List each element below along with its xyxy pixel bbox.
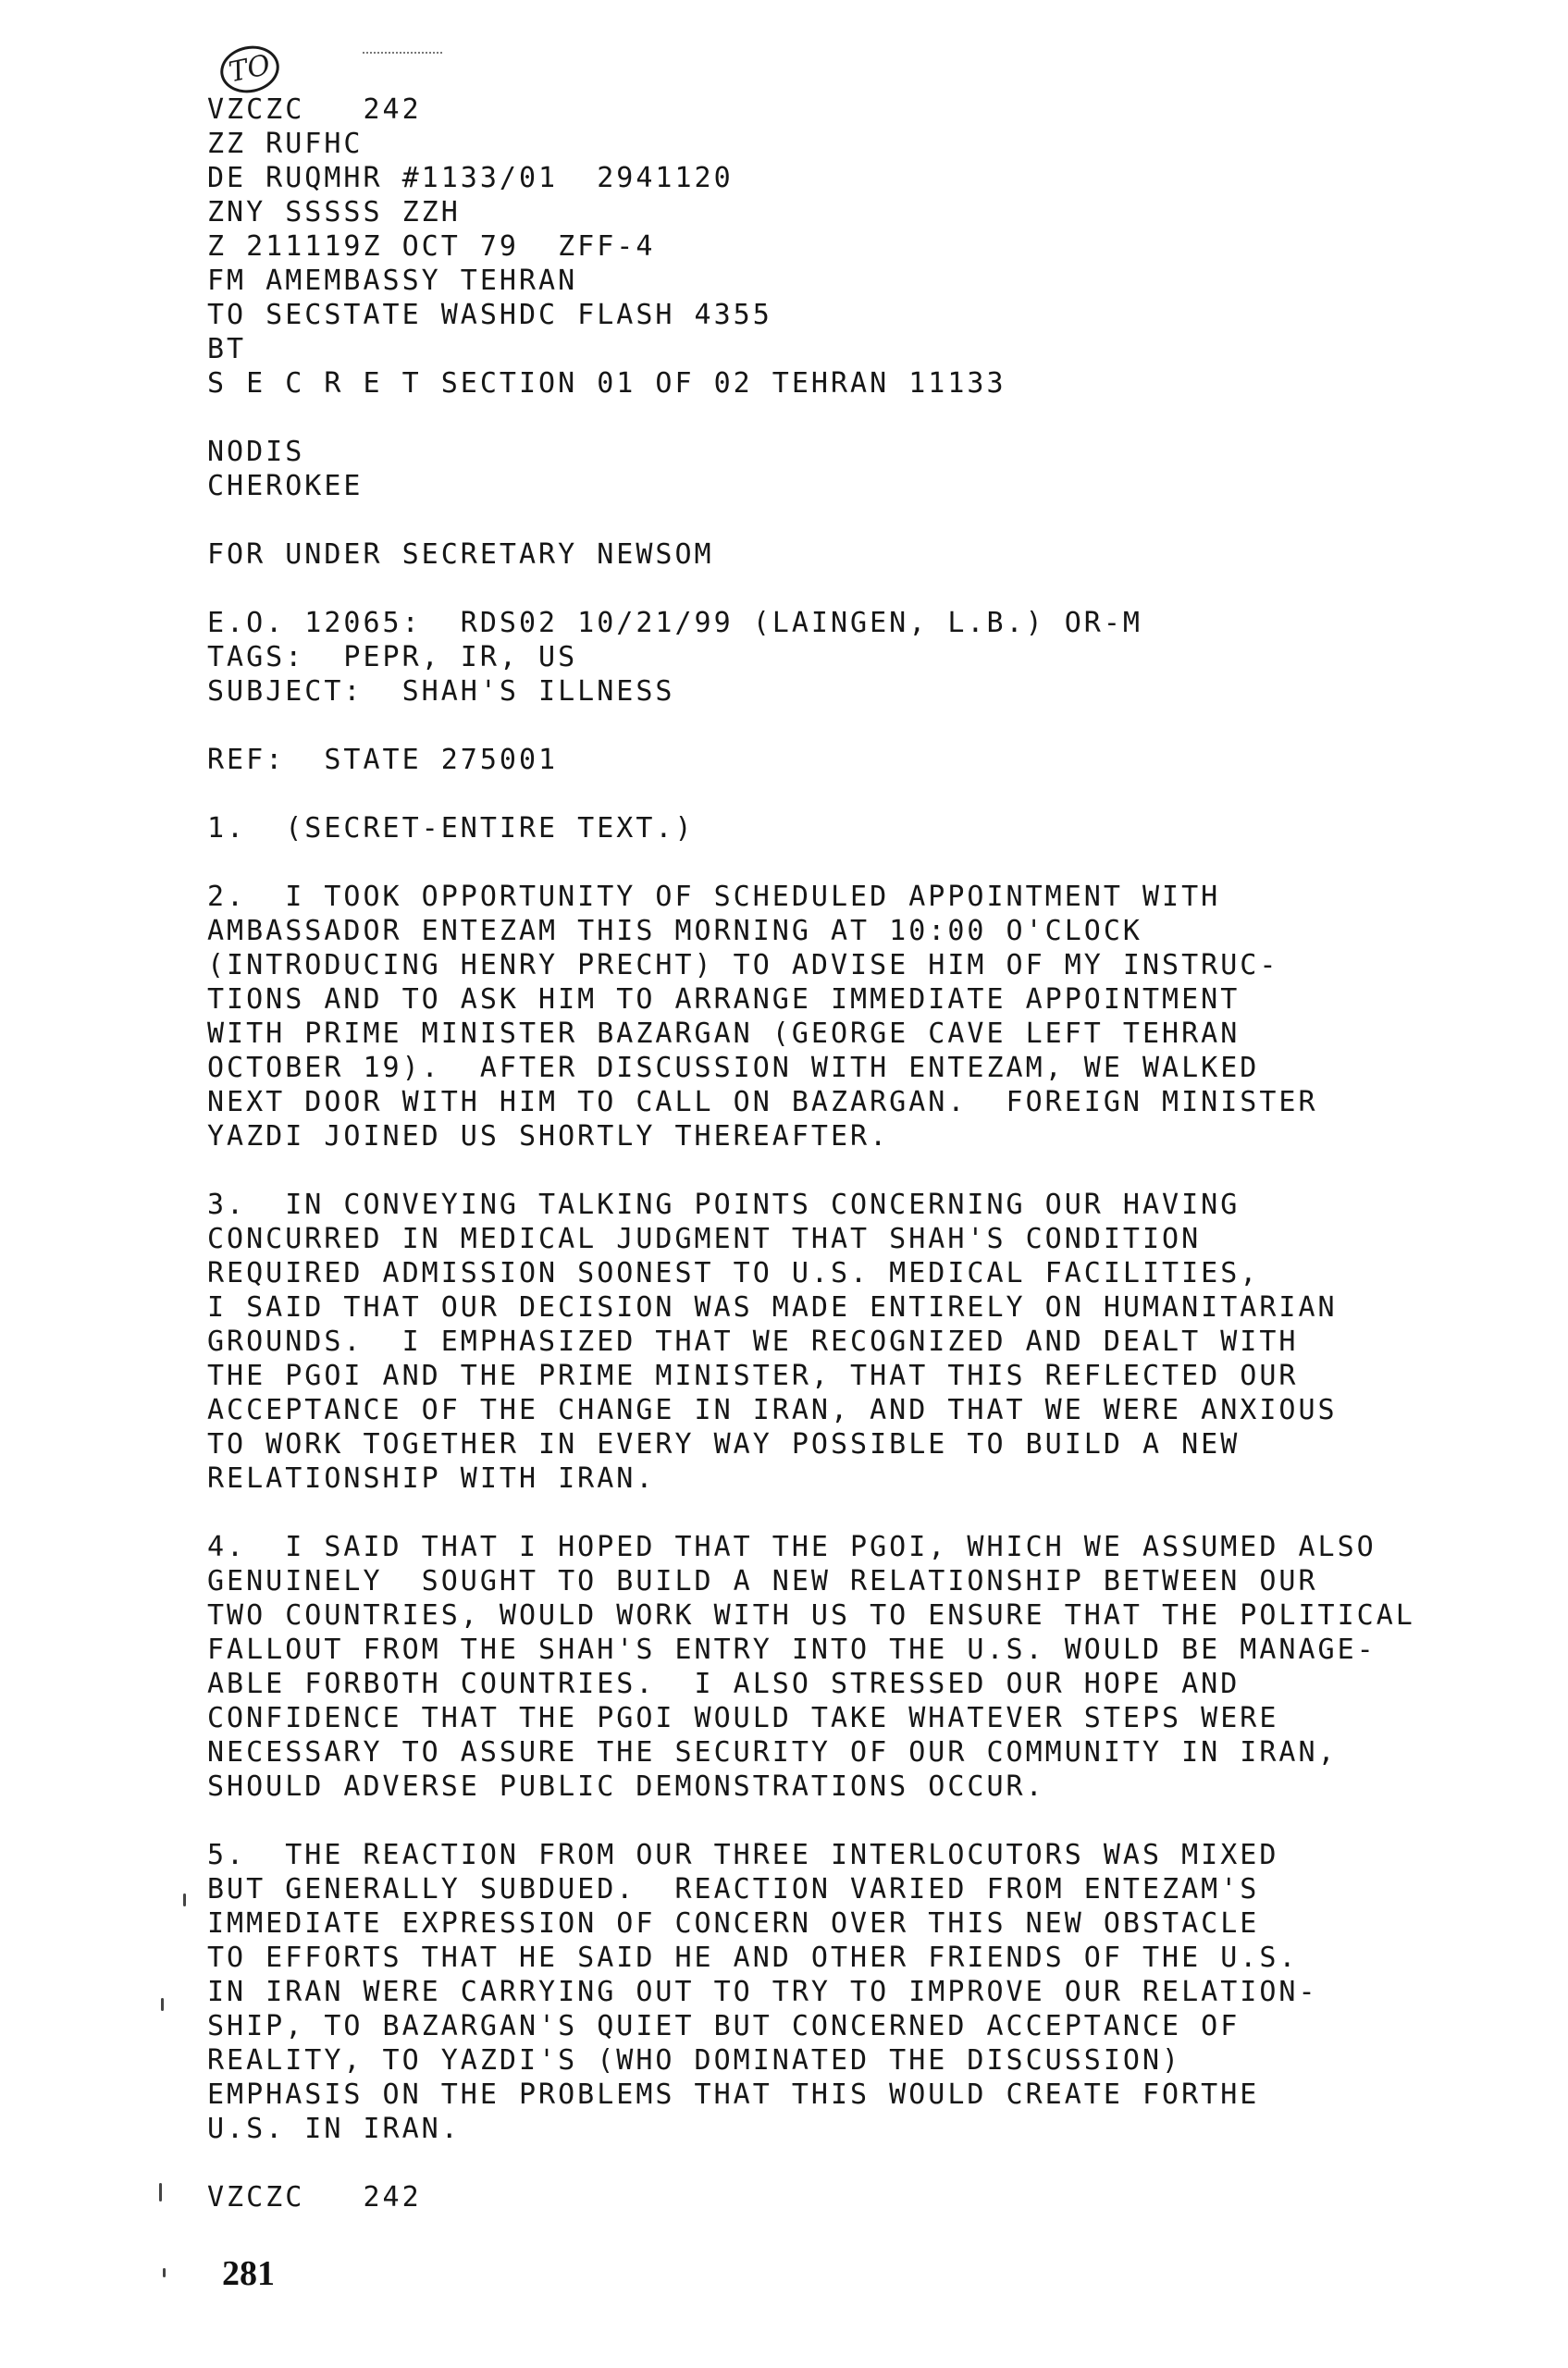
paragraph-line: 1. (SECRET-ENTIRE TEXT.): [207, 812, 695, 845]
cable-text: [207, 92, 1521, 2214]
paragraph-line: NEXT DOOR WITH HIM TO CALL ON BAZARGAN. FOREIGN MINISTER: [207, 1086, 1318, 1118]
margin-mark: [161, 1998, 164, 2011]
tags-line: TAGS: PEPR, IR, US: [207, 641, 578, 673]
eo-line: E.O. 12065: RDS02 10/21/99 (LAINGEN, L.B.) OR-M: [207, 607, 1142, 639]
page-number: 281: [222, 2254, 275, 2293]
paragraph-line: TO WORK TOGETHER IN EVERY WAY POSSIBLE TO BUILD A NEW: [207, 1428, 1241, 1461]
footer-routing: VZCZC 242: [207, 2181, 422, 2214]
paragraph-line: CONCURRED IN MEDICAL JUDGMENT THAT SHAH'S CONDITION: [207, 1223, 1202, 1255]
paragraph-line: TO EFFORTS THAT HE SAID HE AND OTHER FRIENDS OF THE U.S.: [207, 1942, 1299, 1974]
paragraph-line: YAZDI JOINED US SHORTLY THEREAFTER.: [207, 1120, 890, 1153]
paragraph-line: AMBASSADOR ENTEZAM THIS MORNING AT 10:00 O'CLOCK: [207, 915, 1142, 947]
paragraph-3: [207, 1188, 1521, 1496]
caveat-line: NODIS: [207, 436, 305, 468]
paragraph-line: IN IRAN WERE CARRYING OUT TO TRY TO IMPROVE OUR RELATION-: [207, 1976, 1318, 2008]
header-line: VZCZC 242: [207, 93, 422, 126]
header-line: DE RUQMHR #1133/01 2941120: [207, 162, 734, 194]
classification-line: S E C R E T SECTION 01 OF 02 TEHRAN 11133: [207, 367, 1006, 400]
cable-meta: [207, 606, 1521, 709]
paragraph-line: GENUINELY SOUGHT TO BUILD A NEW RELATIONSHIP BETWEEN OUR: [207, 1565, 1318, 1597]
caveats: [207, 435, 1521, 503]
paragraph-line: EMPHASIS ON THE PROBLEMS THAT THIS WOULD CREATE FORTHE: [207, 2078, 1260, 2111]
paragraph-line: WITH PRIME MINISTER BAZARGAN (GEORGE CAVE LEFT TEHRAN: [207, 1018, 1241, 1050]
paragraph-line: RELATIONSHIP WITH IRAN.: [207, 1462, 656, 1495]
addressee: FOR UNDER SECRETARY NEWSOM: [207, 538, 714, 571]
paragraph-line: THE PGOI AND THE PRIME MINISTER, THAT THIS REFLECTED OUR: [207, 1360, 1299, 1392]
header-line: Z 211119Z OCT 79 ZFF-4: [207, 230, 656, 263]
paragraph-line: 2. I TOOK OPPORTUNITY OF SCHEDULED APPOINTMENT WITH: [207, 881, 1221, 913]
header-line: FM AMEMBASSY TEHRAN: [207, 265, 578, 297]
reference-line: REF: STATE 275001: [207, 744, 559, 776]
paragraph-line: REALITY, TO YAZDI'S (WHO DOMINATED THE DISCUSSION): [207, 2044, 1182, 2077]
paragraph-line: IMMEDIATE EXPRESSION OF CONCERN OVER THIS NEW OBSTACLE: [207, 1907, 1260, 1940]
header-line: ZZ RUFHC: [207, 128, 364, 160]
paragraph-line: FALLOUT FROM THE SHAH'S ENTRY INTO THE U.S. WOULD BE MANAGE-: [207, 1634, 1377, 1666]
paragraph-line: CONFIDENCE THAT THE PGOI WOULD TAKE WHATEVER STEPS WERE: [207, 1702, 1279, 1734]
margin-mark: [183, 1893, 186, 1906]
paragraph-line: U.S. IN IRAN.: [207, 2113, 461, 2145]
paragraph-line: TIONS AND TO ASK HIM TO ARRANGE IMMEDIATE APPOINTMENT: [207, 983, 1241, 1016]
paragraph-line: BUT GENERALLY SUBDUED. REACTION VARIED FROM ENTEZAM'S: [207, 1873, 1260, 1906]
paragraph-line: SHIP, TO BAZARGAN'S QUIET BUT CONCERNED ACCEPTANCE OF: [207, 2010, 1241, 2042]
paragraph-line: (INTRODUCING HENRY PRECHT) TO ADVISE HIM OF MY INSTRUC-: [207, 949, 1279, 981]
header-line: TO SECSTATE WASHDC FLASH 4355: [207, 299, 772, 331]
header-line: BT: [207, 333, 247, 365]
margin-mark: [159, 2183, 162, 2202]
paragraph-line: 3. IN CONVEYING TALKING POINTS CONCERNING OUR HAVING: [207, 1189, 1241, 1221]
paragraph-1: [207, 811, 1521, 845]
paragraph-line: I SAID THAT OUR DECISION WAS MADE ENTIRELY ON HUMANITARIAN: [207, 1291, 1338, 1324]
cable-header: [207, 92, 1521, 401]
scan-mark: [363, 52, 442, 54]
paragraph-line: ABLE FORBOTH COUNTRIES. I ALSO STRESSED OUR HOPE AND: [207, 1668, 1241, 1700]
paragraph-line: GROUNDS. I EMPHASIZED THAT WE RECOGNIZED AND DEALT WITH: [207, 1326, 1299, 1358]
paragraph-4: [207, 1530, 1521, 1804]
paragraph-line: NECESSARY TO ASSURE THE SECURITY OF OUR COMMUNITY IN IRAN,: [207, 1736, 1338, 1769]
paragraph-line: REQUIRED ADMISSION SOONEST TO U.S. MEDICAL FACILITIES,: [207, 1257, 1260, 1289]
paragraph-line: 4. I SAID THAT I HOPED THAT THE PGOI, WHICH WE ASSUMED ALSO: [207, 1531, 1377, 1563]
paragraph-2: [207, 880, 1521, 1153]
header-line: ZNY SSSSS ZZH: [207, 196, 461, 228]
paragraph-line: TWO COUNTRIES, WOULD WORK WITH US TO ENSURE THAT THE POLITICAL: [207, 1599, 1415, 1632]
paragraph-5: [207, 1838, 1521, 2146]
paragraph-line: 5. THE REACTION FROM OUR THREE INTERLOCUTORS WAS MIXED: [207, 1839, 1279, 1871]
caveat-line: CHEROKEE: [207, 470, 364, 502]
margin-mark: [163, 2268, 166, 2277]
paragraph-line: OCTOBER 19). AFTER DISCUSSION WITH ENTEZAM, WE WALKED: [207, 1052, 1260, 1084]
subject-line: SUBJECT: SHAH'S ILLNESS: [207, 675, 675, 708]
paragraph-line: ACCEPTANCE OF THE CHANGE IN IRAN, AND THAT WE WERE ANXIOUS: [207, 1394, 1338, 1426]
paragraph-line: SHOULD ADVERSE PUBLIC DEMONSTRATIONS OCCUR.: [207, 1770, 1045, 1803]
handwritten-to-stamp: TO: [216, 41, 284, 98]
